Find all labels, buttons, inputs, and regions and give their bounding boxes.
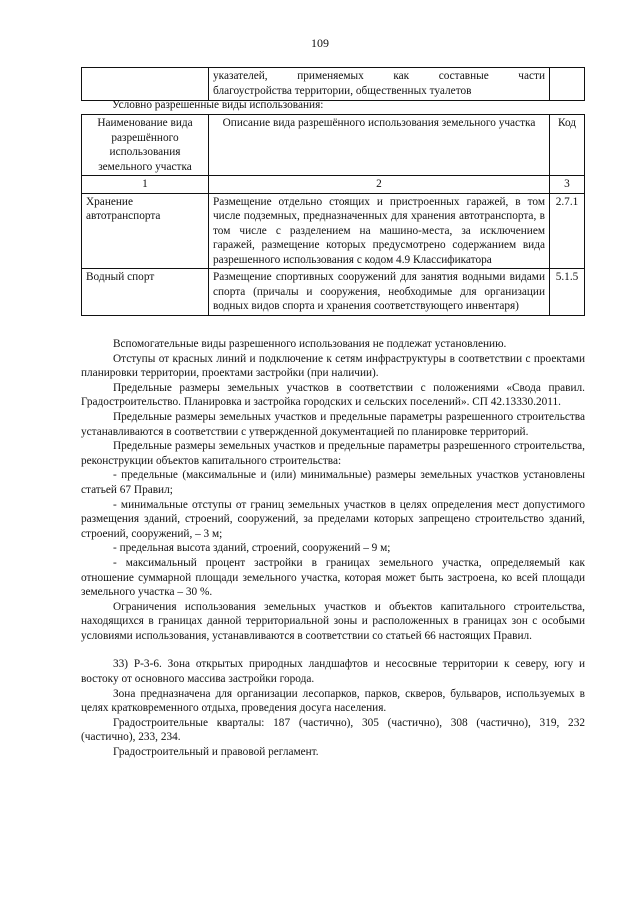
paragraph: - минимальные отступы от границ земельных участков в целях определения мест допустимого размещения зданий, строений, сооружений, за пределами которых запрещено строительство зданий, строений, сооружений, – 3 м; xyxy=(81,498,585,540)
paragraph: - максимальный процент застройки в границах земельного участка, определяемый как отношение суммарной площади земельного участка, которая может быть застроена, ко всей площади земельного участка – 30 %. xyxy=(81,556,585,599)
section-title: Условно разрешенные виды использования: xyxy=(112,99,324,111)
table-cell xyxy=(82,68,209,101)
table-cell xyxy=(550,68,585,101)
regulation-text xyxy=(81,337,585,760)
header-cell-code: Код xyxy=(550,115,585,176)
paragraph: 33) Р-3-6. Зона открытых природных ландшафтов и несосвные территории к северу, югу и востоку от основного массива застройки города. xyxy=(81,658,585,686)
paragraph: Отступы от красных линий и подключение к сетям инфраструктуры в соответствии с проектами планировки территории, проектами застройки (при наличии). xyxy=(81,352,585,380)
cell-text: благоустройства территории, общественных туалетов xyxy=(213,84,472,97)
table-row xyxy=(82,193,585,269)
table-cell xyxy=(209,68,550,101)
table-header-row xyxy=(82,115,585,176)
column-number: 1 xyxy=(82,176,209,194)
paragraph: Предельные размеры земельных участков в соответствии с положениями «Свода правил. Градостроительство. Планировка и застройка городских и сельских поселений». СП 42.13330.2011. xyxy=(81,381,585,409)
header-cell-description: Описание вида разрешённого использования земельного участка xyxy=(209,115,550,176)
use-description: Размещение спортивных сооружений для занятия водными видами спорта (причалы и сооружения, необходимые для организации водных видов спорта и хранения соответствующего инвентаря) xyxy=(209,269,550,316)
table-row xyxy=(82,269,585,316)
paragraph: Предельные размеры земельных участков и предельные параметры разрешенного строительства устанавливаются в соответствии с утвержденной документацией по планировке территорий. xyxy=(81,410,585,438)
permitted-uses-table xyxy=(81,114,585,316)
continuation-table xyxy=(81,67,585,101)
paragraph: - предельная высота зданий, строений, сооружений – 9 м; xyxy=(113,542,391,555)
page-number: 109 xyxy=(311,36,329,50)
use-code: 5.1.5 xyxy=(550,269,585,316)
use-name: Хранение автотранспорта xyxy=(82,193,209,269)
column-number: 3 xyxy=(550,176,585,194)
column-number: 2 xyxy=(209,176,550,194)
use-name: Водный спорт xyxy=(82,269,209,316)
table-row xyxy=(82,68,585,101)
table-number-row xyxy=(82,176,585,194)
use-description: Размещение отдельно стоящих и пристроенных гаражей, в том числе подземных, предназначенных для хранения автотранспорта, в том числе с разделением на машино-места, за исключением гаражей, размещение которых предусмотрено содержанием вида разрешенного использования с кодом 4.9 Классификатора xyxy=(209,193,550,269)
paragraph: Зона предназначена для организации лесопарков, парков, скверов, бульваров, используемых в целях кратковременного отдыха, проведения досуга населения. xyxy=(81,687,585,715)
paragraph: Вспомогательные виды разрешенного использования не подлежат установлению. xyxy=(113,338,507,350)
paragraph: Градостроительный и правовой регламент. xyxy=(113,746,319,759)
cell-text: указателей, применяемых как составные части xyxy=(213,70,545,82)
paragraph: Ограничения использования земельных участков и объектов капитального строительства, находящихся в границах данной территориальной зоны и расположенных в границах зон с особыми условиями использования, устанавливаются в соответствии со статьей 66 настоящих Правил. xyxy=(81,600,585,642)
header-cell-name: Наименование вида разрешённого использования земельного участка xyxy=(82,115,209,176)
paragraph: - предельные (максимальные и (или) минимальные) размеры земельных участков установлены статьей 67 Правил; xyxy=(81,469,585,496)
paragraph: Предельные размеры земельных участков и предельные параметры разрешенного строительства, реконструкции объектов капитального строительства: xyxy=(81,440,585,467)
paragraph: Градостроительные кварталы: 187 (частично), 305 (частично), 308 (частично), 319, 232 (частично), 233, 234. xyxy=(81,716,585,744)
use-code: 2.7.1 xyxy=(550,193,585,269)
